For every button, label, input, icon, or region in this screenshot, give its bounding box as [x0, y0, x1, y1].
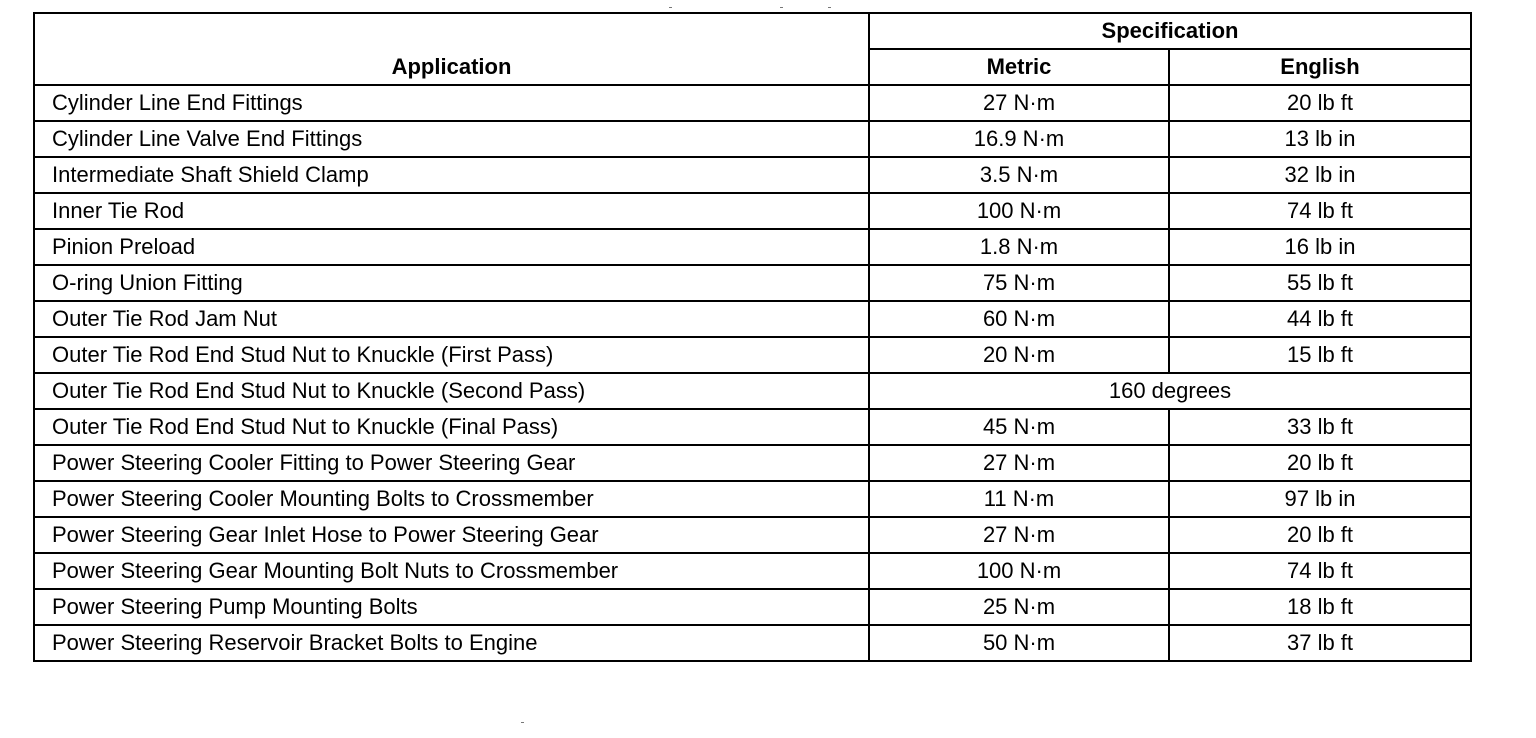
table-row — [34, 409, 1471, 445]
metric-cell: 45 N·m — [869, 409, 1169, 445]
table-row — [34, 85, 1471, 121]
table-row — [34, 301, 1471, 337]
metric-cell: 60 N·m — [869, 301, 1169, 337]
scan-mark — [669, 7, 672, 8]
table-row — [34, 445, 1471, 481]
metric-cell: 16.9 N·m — [869, 121, 1169, 157]
application-header: Application — [34, 13, 869, 85]
english-cell: 15 lb ft — [1169, 337, 1471, 373]
metric-cell: 100 N·m — [869, 553, 1169, 589]
scan-mark — [780, 7, 783, 8]
english-header: English — [1169, 49, 1471, 85]
english-cell: 16 lb in — [1169, 229, 1471, 265]
table-row — [34, 157, 1471, 193]
metric-cell: 25 N·m — [869, 589, 1169, 625]
application-cell: O-ring Union Fitting — [34, 265, 869, 301]
english-cell: 20 lb ft — [1169, 517, 1471, 553]
application-cell: Power Steering Gear Mounting Bolt Nuts to Crossmember — [34, 553, 869, 589]
table-row — [34, 229, 1471, 265]
table-row — [34, 121, 1471, 157]
application-cell: Power Steering Reservoir Bracket Bolts to Engine — [34, 625, 869, 661]
english-cell: 74 lb ft — [1169, 193, 1471, 229]
scan-mark — [828, 7, 831, 8]
metric-cell: 75 N·m — [869, 265, 1169, 301]
table-header — [34, 13, 1471, 85]
application-cell: Power Steering Cooler Fitting to Power Steering Gear — [34, 445, 869, 481]
english-cell: 37 lb ft — [1169, 625, 1471, 661]
table-row — [34, 337, 1471, 373]
scan-mark — [521, 722, 524, 723]
english-cell: 97 lb in — [1169, 481, 1471, 517]
metric-cell: 27 N·m — [869, 445, 1169, 481]
application-cell: Cylinder Line Valve End Fittings — [34, 121, 869, 157]
specification-header: Specification — [869, 13, 1471, 49]
application-cell: Intermediate Shaft Shield Clamp — [34, 157, 869, 193]
table-row — [34, 265, 1471, 301]
english-cell: 13 lb in — [1169, 121, 1471, 157]
application-cell: Pinion Preload — [34, 229, 869, 265]
table-row — [34, 373, 1471, 409]
english-cell: 33 lb ft — [1169, 409, 1471, 445]
application-cell: Power Steering Gear Inlet Hose to Power Steering Gear — [34, 517, 869, 553]
merged-spec-cell: 160 degrees — [869, 373, 1471, 409]
application-cell: Cylinder Line End Fittings — [34, 85, 869, 121]
application-cell: Outer Tie Rod End Stud Nut to Knuckle (Final Pass) — [34, 409, 869, 445]
application-cell: Outer Tie Rod End Stud Nut to Knuckle (Second Pass) — [34, 373, 869, 409]
application-cell: Power Steering Cooler Mounting Bolts to Crossmember — [34, 481, 869, 517]
table-row — [34, 625, 1471, 661]
application-cell: Outer Tie Rod Jam Nut — [34, 301, 869, 337]
english-cell: 32 lb in — [1169, 157, 1471, 193]
table-row — [34, 193, 1471, 229]
metric-header: Metric — [869, 49, 1169, 85]
table-row — [34, 553, 1471, 589]
metric-cell: 27 N·m — [869, 85, 1169, 121]
english-cell: 55 lb ft — [1169, 265, 1471, 301]
english-cell: 18 lb ft — [1169, 589, 1471, 625]
application-cell: Outer Tie Rod End Stud Nut to Knuckle (First Pass) — [34, 337, 869, 373]
metric-cell: 100 N·m — [869, 193, 1169, 229]
english-cell: 20 lb ft — [1169, 445, 1471, 481]
table-row — [34, 589, 1471, 625]
table-row — [34, 481, 1471, 517]
application-cell: Inner Tie Rod — [34, 193, 869, 229]
metric-cell: 50 N·m — [869, 625, 1169, 661]
english-cell: 20 lb ft — [1169, 85, 1471, 121]
table-row — [34, 517, 1471, 553]
table-body — [34, 85, 1471, 661]
english-cell: 74 lb ft — [1169, 553, 1471, 589]
torque-specifications-table — [33, 12, 1472, 662]
metric-cell: 1.8 N·m — [869, 229, 1169, 265]
metric-cell: 3.5 N·m — [869, 157, 1169, 193]
metric-cell: 20 N·m — [869, 337, 1169, 373]
english-cell: 44 lb ft — [1169, 301, 1471, 337]
application-cell: Power Steering Pump Mounting Bolts — [34, 589, 869, 625]
metric-cell: 11 N·m — [869, 481, 1169, 517]
metric-cell: 27 N·m — [869, 517, 1169, 553]
